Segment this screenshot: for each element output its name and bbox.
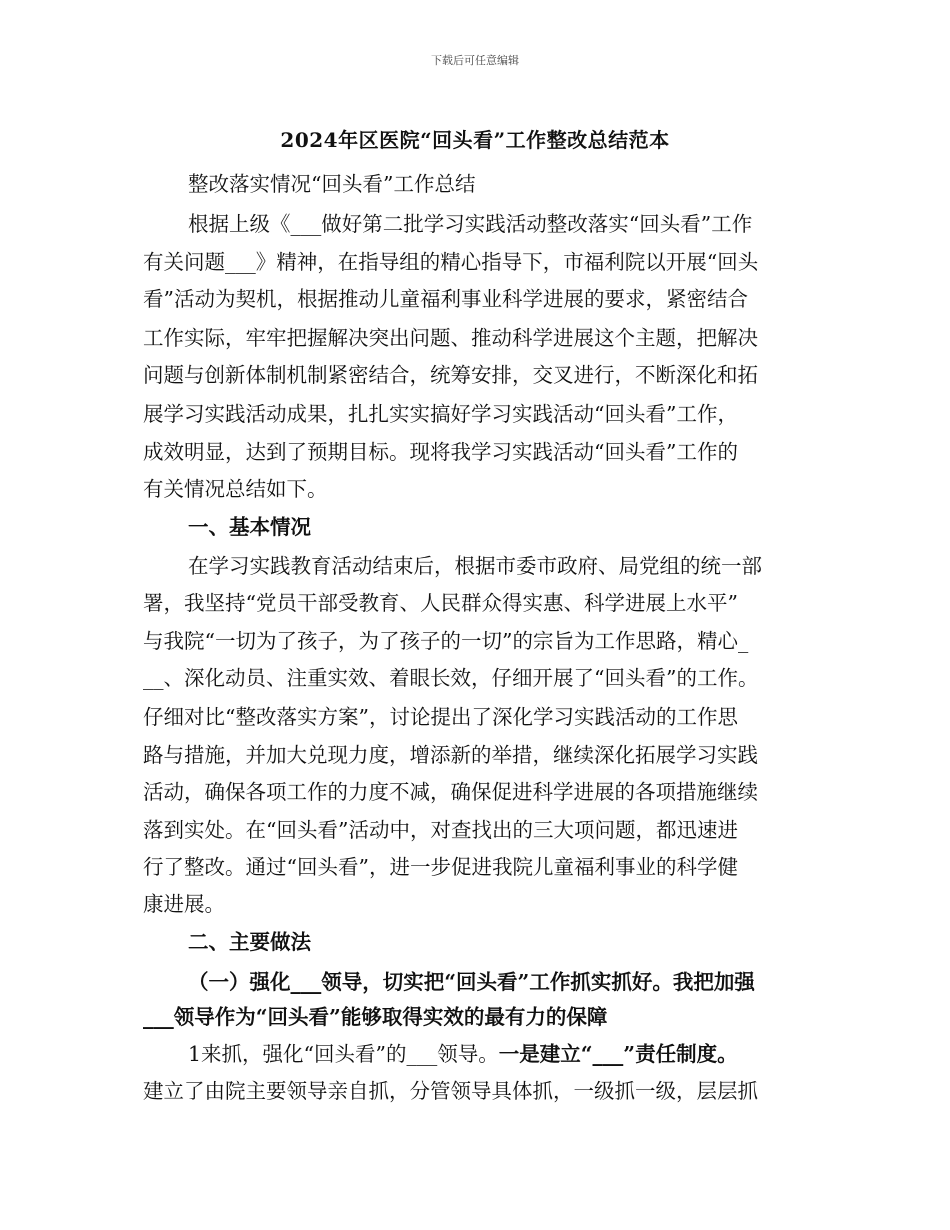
- body-text-line: [143, 741, 758, 769]
- line-bold-tail: 一是建立“___”责任制度。: [498, 1042, 738, 1066]
- body-text-line: [188, 1040, 738, 1068]
- body-text-line: [143, 475, 328, 503]
- body-text-line: [188, 552, 762, 580]
- line-text: 署，我坚持“党员干部受教育、人民群众得实惠、科学进展上水平”: [143, 591, 738, 615]
- line-text: 根据上级《___做好第二批学习实践活动整改落实“回头看”工作: [188, 212, 753, 236]
- line-text: 成效明显，达到了预期目标。现将我学习实践活动“回头看”工作的: [143, 440, 738, 464]
- body-text-line: [143, 589, 738, 617]
- line-text: 有关情况总结如下。: [143, 477, 328, 501]
- section-heading: [188, 968, 755, 996]
- body-text-line: [143, 248, 758, 276]
- body-text-line: [143, 400, 738, 428]
- body-text-line: [143, 1077, 758, 1105]
- line-text: 问题与创新体制机制紧密结合，统筹安排，交叉进行，不断深化和拓: [143, 363, 758, 387]
- body-text-line: [143, 778, 758, 806]
- body-text-line: [143, 664, 758, 692]
- body-text-line: [188, 210, 752, 238]
- line-text: 康进展。: [143, 892, 225, 916]
- body-text-line: [143, 324, 758, 352]
- body-text-line: [143, 816, 738, 844]
- body-text-line: [143, 361, 758, 389]
- section-heading: [188, 513, 311, 541]
- line-text: 路与措施，并加大兑现力度，增添新的举措，继续深化拓展学习实践: [143, 743, 758, 767]
- line-text: （一）强化___领导，切实把“回头看”工作抓实抓好。我把加强: [188, 970, 755, 994]
- body-text-line: [143, 890, 225, 918]
- body-text-line: [143, 627, 748, 655]
- line-text: 在学习实践教育活动结束后，根据市委市政府、局党组的统一部: [188, 554, 762, 578]
- body-text-line: [143, 285, 748, 313]
- line-text: 1来抓，强化“回头看”的___领导。: [188, 1042, 499, 1066]
- section-heading: [143, 1003, 607, 1031]
- line-text: 工作实际，牢牢把握解决突出问题、推动科学进展这个主题，把解决: [143, 326, 758, 350]
- page-header-note: 下载后可任意编辑: [431, 54, 519, 67]
- line-text: 与我院“一切为了孩子，为了孩子的一切”的宗旨为工作思路，精心_: [143, 629, 749, 653]
- line-text: 活动，确保各项工作的力度不减，确保促进科学进展的各项措施继续: [143, 780, 758, 804]
- line-text: ___领导作为“回头看”能够取得实效的最有力的保障: [143, 1005, 608, 1029]
- body-text-line: [143, 438, 738, 466]
- line-text: __、深化动员、注重实效、着眼长效，仔细开展了“回头看”的工作。: [143, 666, 759, 690]
- body-text-line: [143, 703, 738, 731]
- line-text: 建立了由院主要领导亲自抓，分管领导具体抓，一级抓一级，层层抓: [143, 1079, 758, 1103]
- document-title: 2024年区医院“回头看”工作整改总结范本: [280, 128, 670, 152]
- body-text-line: [143, 853, 738, 881]
- line-text: 行了整改。通过“回头看”，进一步促进我院儿童福利事业的科学健: [143, 855, 738, 879]
- line-text: 落到实处。在“回头看”活动中，对查找出的三大项问题，都迅速进: [143, 818, 738, 842]
- line-text: 有关问题___》精神，在指导组的精心指导下，市福利院以开展“回头: [143, 250, 759, 274]
- line-text: 一、基本情况: [188, 515, 311, 539]
- line-text: 二、主要做法: [188, 930, 311, 954]
- line-text: 仔细对比“整改落实方案”，讨论提出了深化学习实践活动的工作思: [143, 705, 738, 729]
- line-text: 看”活动为契机，根据推动儿童福利事业科学进展的要求，紧密结合: [143, 287, 748, 311]
- line-text: 整改落实情况“回头看”工作总结: [188, 172, 476, 196]
- body-text-line: [188, 170, 475, 198]
- section-heading: [188, 928, 311, 956]
- line-text: 展学习实践活动成果，扎扎实实搞好学习实践活动“回头看”工作，: [143, 402, 738, 426]
